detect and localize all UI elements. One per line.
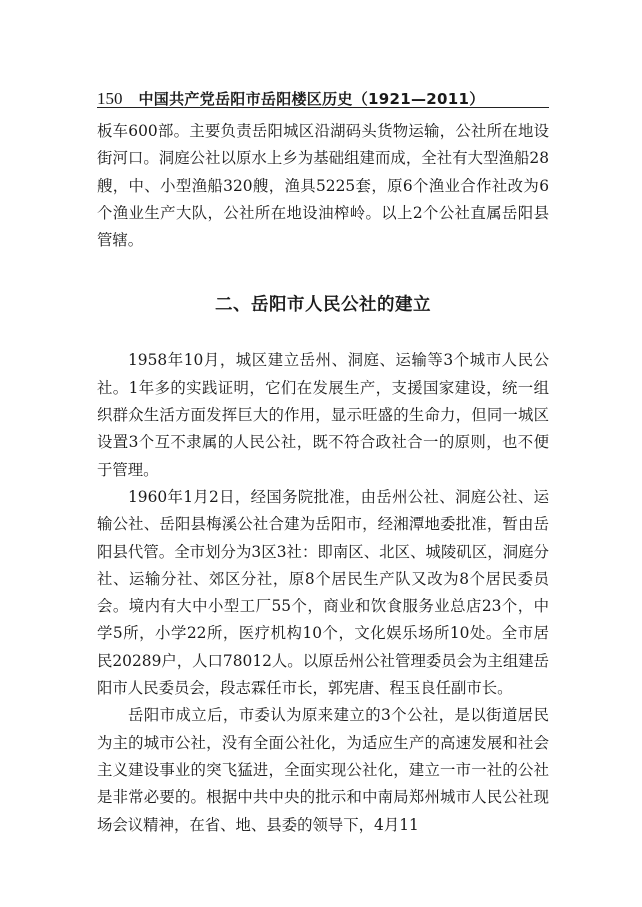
running-title: 中国共产党岳阳市岳阳楼区历史（1921—2011） bbox=[138, 90, 485, 108]
paragraph: 岳阳市成立后，市委认为原来建立的3个公社，是以街道居民为主的城市公社，没有全面公社化，为适应生产的高速发展和社会主义建设事业的突飞猛进，全面实现公社化，建立一市一社的公社是非常必要的。根据中共中央的批示和中南局郑州城市人民公社现场会议精神，在省、地、县委的领导下，4月11 bbox=[97, 706, 549, 834]
page-header bbox=[97, 83, 549, 109]
paragraph: 1958年10月，城区建立岳州、洞庭、运输等3个城市人民公社。1年多的实践证明，它们在发展生产，支援国家建设，统一组织群众生活方面发挥巨大的作用，显示旺盛的生命力，但同一城区设置3个互不隶属的人民公社，既不符合政社合一的原则，也不便于管理。 bbox=[97, 351, 549, 479]
continued-paragraph: 板车600部。主要负责岳阳城区沿湖码头货物运输，公社所在地设街河口。洞庭公社以原水上乡为基础组建而成，全社有大型渔船28艘，中、小型渔船320艘，渔具5225套，原6个渔业合作社改为6个渔业生产大队，公社所在地设油榨岭。以上2个公社直属岳阳县管辖。 bbox=[97, 122, 549, 250]
page-number: 150 bbox=[97, 89, 123, 108]
paragraph: 1960年1月2日，经国务院批准，由岳州公社、洞庭公社、运输公社、岳阳县梅溪公社合建为岳阳市，经湘潭地委批准，暂由岳阳县代管。全市划分为3区3社：即南区、北区、城陵矶区，洞庭分社、运输分社、郊区分社，原8个居民生产队又改为8个居民委员会。境内有大中小型工厂55个，商业和饮食服务业总店23个，中学5所，小学22所，医疗机构10个，文化娱乐场所10处。全市居民20289户，人口78012人。以原岳州公社管理委员会为主组建岳阳市人民委员会，段志霖任市长，郭宪唐、程玉良任副市长。 bbox=[97, 487, 549, 698]
section-heading: 二、岳阳市人民公社的建立 bbox=[215, 295, 431, 316]
header-rule bbox=[97, 107, 549, 108]
body-text bbox=[97, 118, 549, 839]
